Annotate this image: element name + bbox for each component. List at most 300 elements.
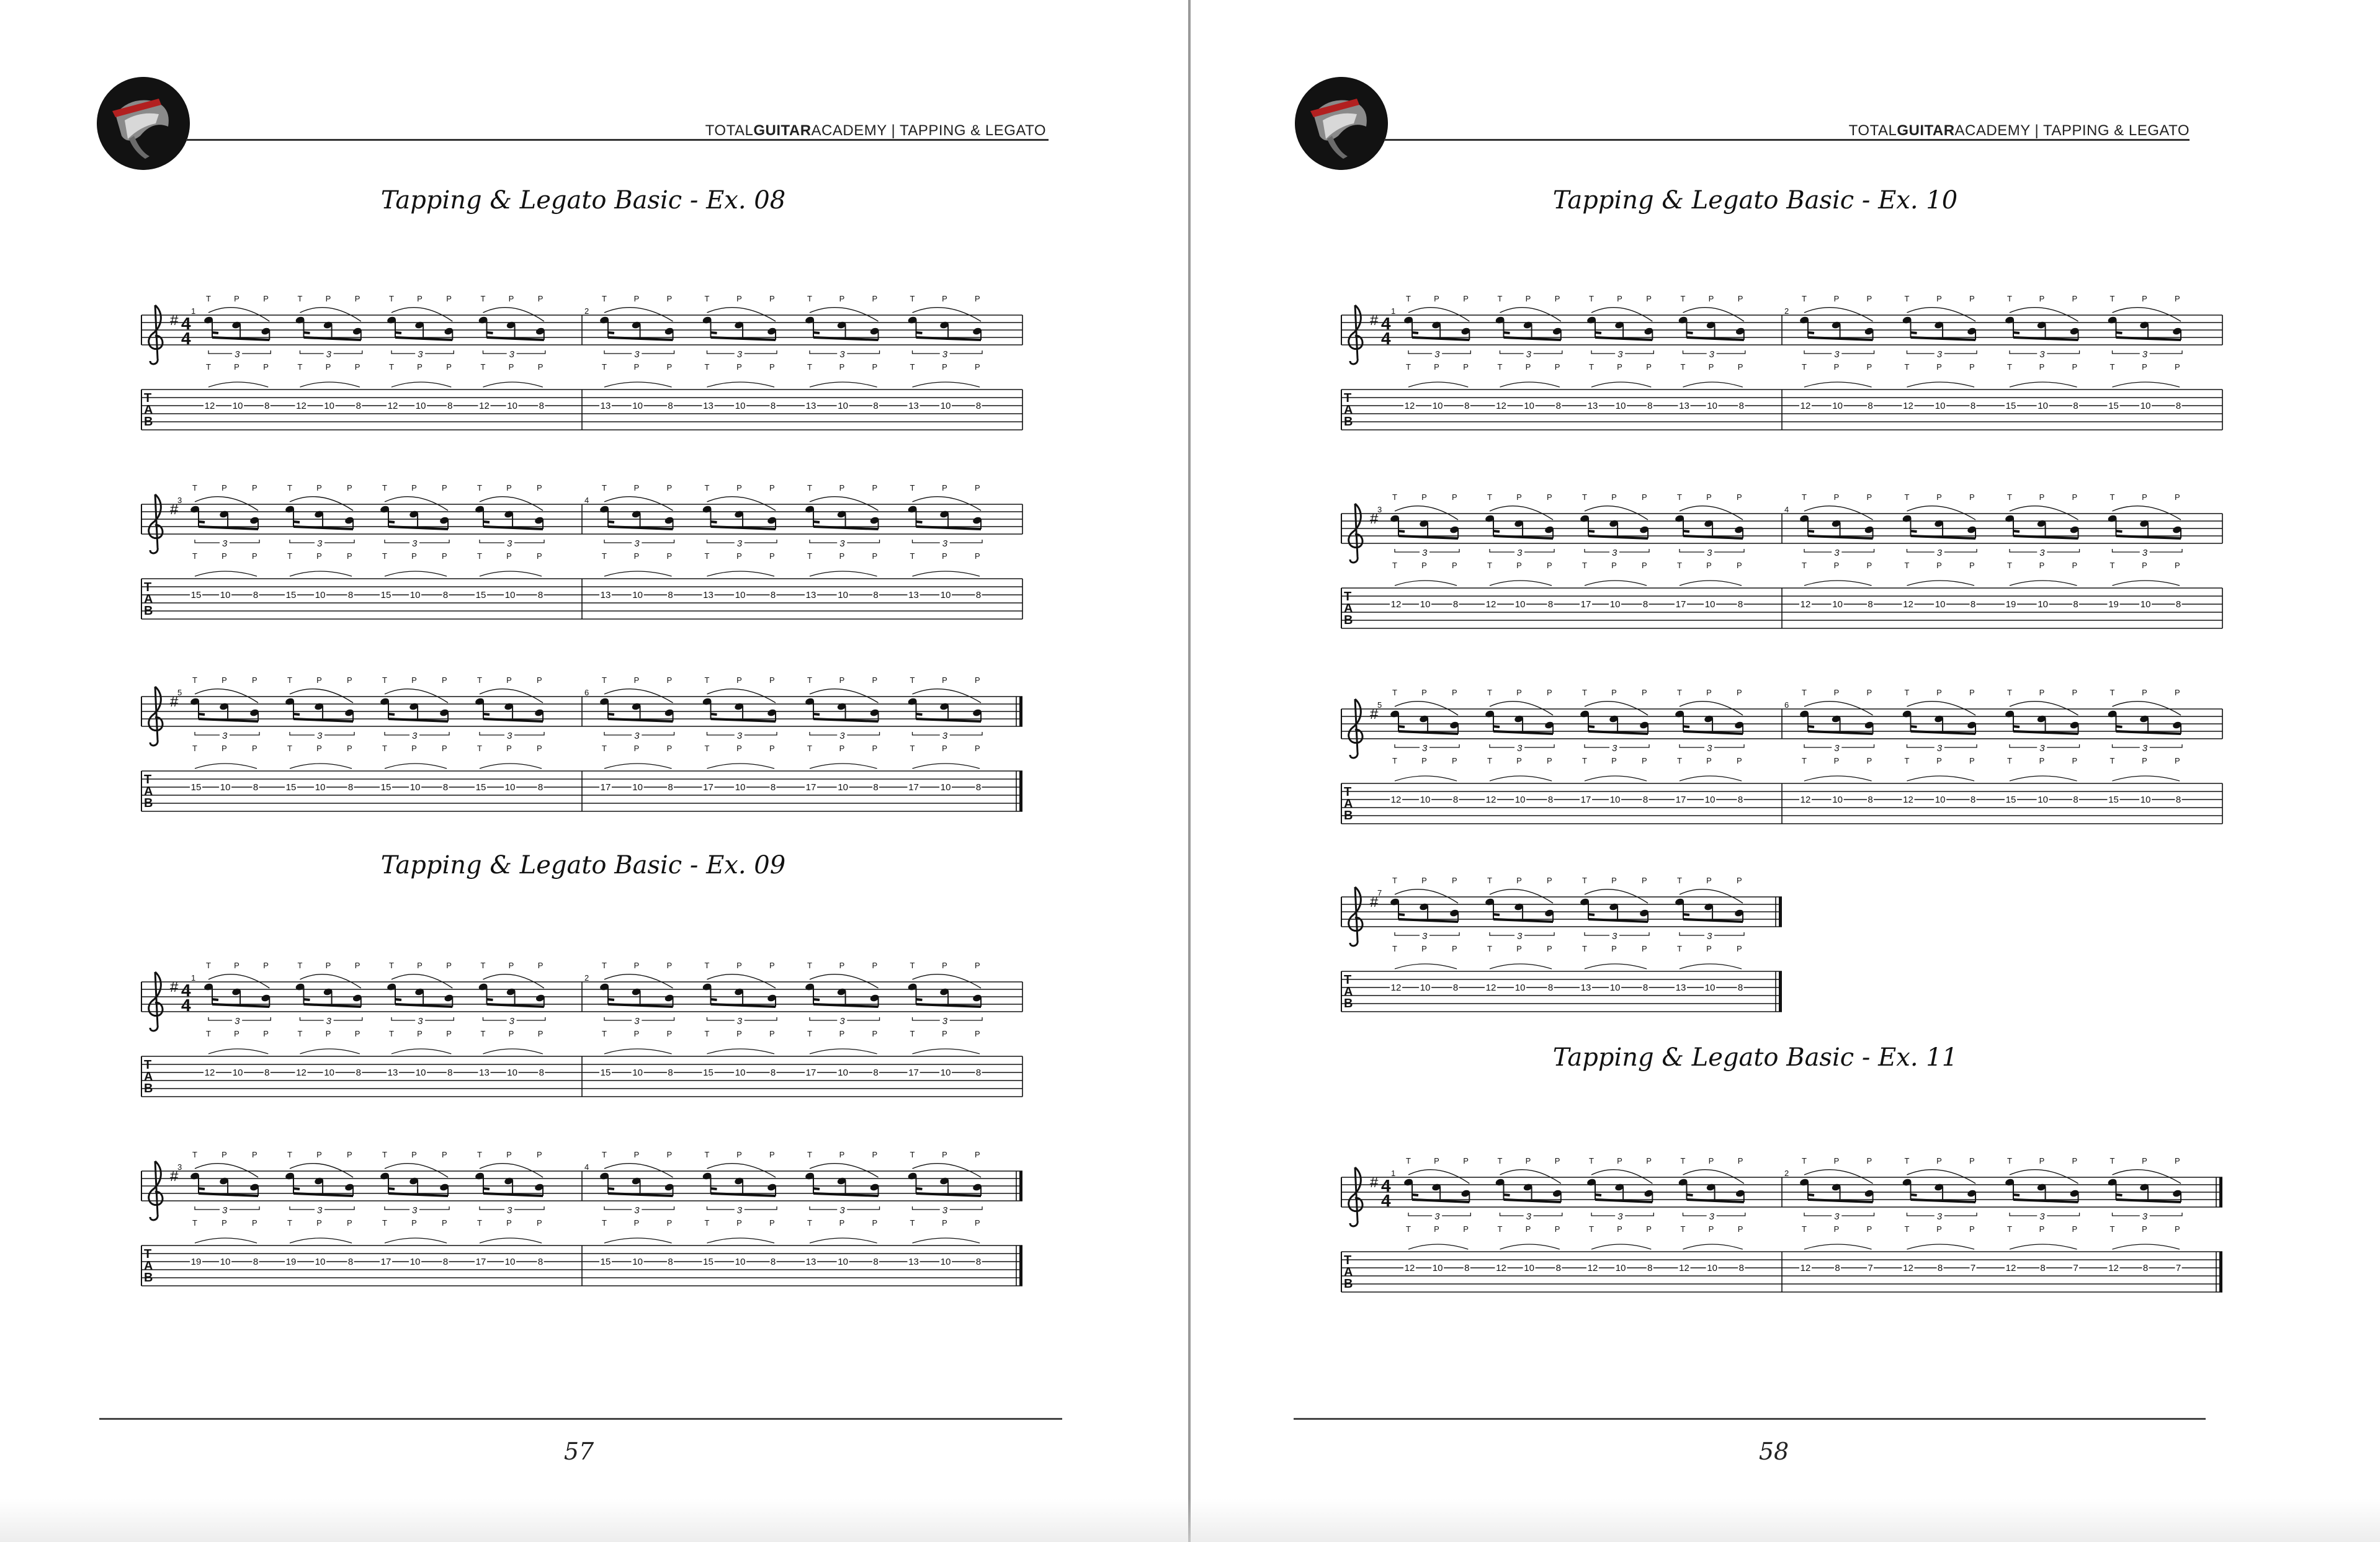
tuplet-number: 3 <box>1422 931 1428 942</box>
fret-number: 8 <box>2142 1263 2149 1273</box>
fret-number: 15 <box>475 782 486 793</box>
tab-clef-letter: A <box>1344 1265 1353 1279</box>
technique-mark: P <box>234 362 239 372</box>
slur <box>1395 776 1457 781</box>
note-beam <box>199 714 205 715</box>
time-signature-bottom: 4 <box>1381 329 1391 348</box>
example-title: Tapping & Legato Basic - Ex. 10 <box>1552 186 1958 215</box>
fret-number: 19 <box>2108 599 2119 610</box>
technique-mark: T <box>1677 688 1682 697</box>
technique-mark: T <box>1802 1156 1807 1165</box>
fret-number: 8 <box>1547 983 1554 993</box>
fret-number: 10 <box>838 590 848 600</box>
technique-mark: T <box>602 483 607 492</box>
tab-clef-letter: A <box>144 403 153 417</box>
technique-mark: P <box>942 362 947 372</box>
technique-mark: P <box>316 675 322 685</box>
slur <box>810 1238 877 1243</box>
slur <box>1680 964 1742 969</box>
fret-number: 10 <box>1514 795 1526 805</box>
fret-number: 10 <box>1832 401 1843 411</box>
technique-mark: T <box>477 744 482 753</box>
slur <box>1395 506 1458 520</box>
technique-mark: P <box>506 1150 512 1159</box>
technique-mark: P <box>537 294 544 303</box>
fret-number: 10 <box>632 782 643 793</box>
technique-mark: T <box>287 1150 292 1159</box>
slur <box>290 1238 352 1243</box>
technique-mark: P <box>1421 492 1427 502</box>
fret-number: 8 <box>1737 795 1743 805</box>
fret-number: 8 <box>1868 795 1873 805</box>
technique-mark: T <box>2007 362 2012 372</box>
fret-number: 12 <box>1485 599 1496 610</box>
tuplet-number: 3 <box>1707 548 1712 558</box>
time-signature-top: 4 <box>181 314 191 333</box>
technique-mark: P <box>347 675 352 685</box>
technique-mark: T <box>1487 688 1492 697</box>
tuplet-number: 3 <box>235 349 240 360</box>
fret-number: 12 <box>1390 795 1402 805</box>
slur <box>1408 308 1469 321</box>
fret-number: 13 <box>387 1067 398 1078</box>
fret-number: 10 <box>1707 401 1717 411</box>
technique-mark: P <box>221 483 227 492</box>
technique-mark: T <box>704 294 710 303</box>
tuplet-number: 3 <box>1709 1211 1714 1222</box>
technique-mark: P <box>417 294 423 303</box>
technique-mark: P <box>736 744 742 753</box>
technique-mark: P <box>736 294 742 303</box>
technique-mark: P <box>2142 1156 2147 1165</box>
technique-mark: P <box>1516 944 1522 953</box>
tab-clef-letter: B <box>144 796 153 810</box>
tab-clef-letter: T <box>144 1247 152 1261</box>
technique-mark: T <box>477 1218 482 1228</box>
note-beam <box>1588 914 1595 915</box>
fret-number: 10 <box>324 401 334 411</box>
fret-number: 12 <box>1485 795 1496 805</box>
tuplet-number: 3 <box>634 538 640 549</box>
fret-number: 10 <box>415 1067 426 1078</box>
note-beam <box>395 332 401 333</box>
technique-mark: P <box>1547 944 1552 953</box>
fret-number: 10 <box>940 1067 951 1078</box>
slur <box>707 1238 775 1243</box>
technique-mark: P <box>1737 876 1742 885</box>
note-beam <box>388 714 395 715</box>
note-beam <box>1398 726 1405 727</box>
technique-mark: P <box>975 294 980 303</box>
technique-mark: P <box>942 744 947 753</box>
tab-clef-letter: T <box>1344 973 1352 987</box>
note-beam <box>711 714 717 715</box>
technique-mark: P <box>1452 876 1457 885</box>
slur <box>195 689 258 703</box>
fret-number: 10 <box>1615 401 1626 411</box>
note-beam <box>1911 531 1917 532</box>
fret-number: 10 <box>504 1257 516 1267</box>
tuplet-number: 3 <box>1617 349 1623 360</box>
technique-mark: P <box>769 961 775 970</box>
technique-mark: P <box>1866 561 1872 570</box>
fret-number: 8 <box>253 1257 259 1267</box>
technique-mark: T <box>477 1150 482 1159</box>
technique-mark: P <box>1646 1224 1652 1234</box>
slur <box>1591 308 1652 321</box>
technique-mark: T <box>910 362 915 372</box>
tuplet-number: 3 <box>412 731 418 741</box>
tab-clef-letter: A <box>1344 797 1353 811</box>
fret-number: 10 <box>940 1257 951 1267</box>
note-beam <box>395 999 401 1000</box>
technique-mark: P <box>1936 492 1942 502</box>
fret-number: 10 <box>2140 795 2151 805</box>
fret-number: 8 <box>2175 599 2181 610</box>
fret-number: 10 <box>1832 599 1843 610</box>
treble-clef-icon <box>149 687 163 746</box>
slur <box>1683 1244 1743 1249</box>
tuplet-number: 3 <box>942 1016 948 1027</box>
technique-mark: P <box>1642 944 1647 953</box>
technique-mark: P <box>666 1218 673 1228</box>
technique-mark: P <box>1421 944 1427 953</box>
note-beam <box>916 332 923 333</box>
technique-mark: T <box>1582 944 1587 953</box>
technique-mark: T <box>287 675 292 685</box>
technique-mark: P <box>316 483 322 492</box>
note-beam <box>608 714 614 715</box>
tab-clef-letter: B <box>144 1082 153 1095</box>
technique-mark: P <box>769 294 775 303</box>
technique-mark: P <box>1706 492 1712 502</box>
fret-number: 8 <box>1738 1263 1744 1273</box>
slur <box>300 1049 360 1054</box>
note-beam <box>2013 332 2020 333</box>
technique-mark: P <box>769 675 775 685</box>
tuplet-number: 3 <box>1707 743 1712 754</box>
technique-mark: P <box>839 483 845 492</box>
technique-mark: T <box>602 551 607 561</box>
technique-mark: P <box>872 483 878 492</box>
fret-number: 10 <box>2140 401 2151 411</box>
technique-mark: T <box>1406 362 1411 372</box>
slur <box>480 764 542 769</box>
slur <box>1591 382 1651 387</box>
technique-mark: T <box>2109 492 2115 502</box>
time-signature-top: 4 <box>1381 314 1391 333</box>
fret-number: 8 <box>1452 599 1459 610</box>
technique-mark: P <box>633 483 640 492</box>
technique-mark: P <box>839 961 845 970</box>
technique-mark: T <box>192 1218 197 1228</box>
technique-mark: P <box>942 1218 947 1228</box>
technique-mark: T <box>1497 1224 1503 1234</box>
fret-number: 12 <box>1903 795 1913 805</box>
technique-mark: P <box>633 1150 640 1159</box>
fret-number: 10 <box>1420 795 1431 805</box>
tuplet-number: 3 <box>1936 548 1943 558</box>
technique-mark: T <box>389 294 394 303</box>
treble-clef-icon <box>149 1161 163 1220</box>
note-beam <box>1493 726 1500 727</box>
fret-number: 8 <box>1464 401 1470 411</box>
technique-mark: P <box>537 961 544 970</box>
technique-mark: P <box>1936 294 1942 303</box>
tuplet-number: 3 <box>1612 743 1617 754</box>
technique-mark: T <box>1582 688 1587 697</box>
fret-number: 15 <box>190 782 202 793</box>
tab-clef-letter: B <box>144 604 153 618</box>
technique-mark: P <box>411 744 417 753</box>
key-signature: # <box>170 312 179 329</box>
technique-mark: T <box>2109 1224 2115 1234</box>
fret-number: 8 <box>537 590 544 600</box>
fret-number: 8 <box>442 1257 449 1267</box>
tab-clef-letter: B <box>1344 613 1353 627</box>
technique-mark: T <box>382 1218 387 1228</box>
technique-mark: T <box>1677 492 1682 502</box>
technique-mark: P <box>2175 362 2180 372</box>
treble-clef-icon <box>149 305 163 364</box>
technique-mark: P <box>1866 294 1872 303</box>
technique-mark: P <box>354 362 360 372</box>
slur <box>1490 776 1552 781</box>
technique-mark: P <box>221 551 227 561</box>
fret-number: 15 <box>475 590 486 600</box>
fret-number: 10 <box>409 782 421 793</box>
measure-number: 3 <box>177 1162 182 1172</box>
technique-mark: T <box>807 551 812 561</box>
technique-mark: P <box>975 1150 980 1159</box>
fret-number: 8 <box>873 1067 879 1078</box>
tuplet-number: 3 <box>1434 349 1440 360</box>
fret-number: 10 <box>504 590 516 600</box>
fret-number: 15 <box>380 782 391 793</box>
tuplet-number: 3 <box>2142 349 2148 360</box>
technique-mark: P <box>839 1218 845 1228</box>
technique-mark: P <box>1554 362 1560 372</box>
technique-mark: P <box>1706 876 1712 885</box>
technique-mark: T <box>1904 362 1910 372</box>
technique-mark: P <box>1708 1156 1714 1165</box>
fret-number: 10 <box>838 782 848 793</box>
time-signature-bottom: 4 <box>181 996 191 1015</box>
technique-mark: T <box>287 551 292 561</box>
tuplet-number: 3 <box>412 538 418 549</box>
slur <box>1907 702 1976 715</box>
technique-mark: T <box>287 1218 292 1228</box>
slur <box>2010 1244 2077 1249</box>
technique-mark: P <box>252 1218 257 1228</box>
slur <box>2010 308 2078 321</box>
technique-mark: P <box>633 675 640 685</box>
slur <box>2010 581 2077 586</box>
measure-number: 5 <box>177 688 182 697</box>
technique-mark: P <box>263 1029 269 1038</box>
slur <box>1680 506 1743 520</box>
technique-mark: T <box>1487 492 1492 502</box>
fret-number: 8 <box>1642 983 1649 993</box>
slur <box>1585 702 1648 715</box>
tuplet-number: 3 <box>326 1016 331 1027</box>
time-signature-top: 4 <box>1381 1176 1391 1195</box>
technique-mark: T <box>704 961 710 970</box>
slur <box>1804 581 1872 586</box>
fret-number: 10 <box>409 1257 421 1267</box>
technique-mark: T <box>382 1150 387 1159</box>
fret-number: 8 <box>1970 795 1976 805</box>
note-beam <box>1808 531 1814 532</box>
tuplet-number: 3 <box>1434 1211 1440 1222</box>
technique-mark: T <box>1406 294 1411 303</box>
tab-clef-letter: A <box>1344 602 1353 615</box>
slur <box>385 1164 448 1177</box>
slur <box>810 689 879 703</box>
technique-mark: P <box>1969 756 1975 765</box>
technique-mark: P <box>1642 756 1647 765</box>
slur <box>913 571 980 576</box>
fret-number: 8 <box>1642 599 1649 610</box>
slur <box>300 308 361 321</box>
fret-number: 8 <box>1452 983 1459 993</box>
technique-mark: T <box>2109 688 2115 697</box>
fret-number: 10 <box>220 1257 231 1267</box>
technique-mark: P <box>1706 688 1712 697</box>
technique-mark: P <box>975 362 980 372</box>
example-title: Tapping & Legato Basic - Ex. 11 <box>1552 1043 1958 1072</box>
fret-number: 8 <box>1738 401 1744 411</box>
measure-number: 1 <box>191 306 196 316</box>
technique-mark: P <box>411 1150 417 1159</box>
technique-mark: T <box>1904 294 1910 303</box>
slur <box>707 689 776 703</box>
technique-mark: P <box>1737 362 1743 372</box>
technique-mark: P <box>1833 561 1840 570</box>
technique-mark: T <box>2007 688 2012 697</box>
technique-mark: P <box>2072 1156 2078 1165</box>
technique-mark: T <box>602 362 607 372</box>
technique-mark: T <box>807 483 812 492</box>
technique-mark: P <box>633 744 640 753</box>
note-beam <box>304 999 310 1000</box>
technique-mark: P <box>1525 1156 1531 1165</box>
technique-mark: P <box>1936 688 1942 697</box>
technique-mark: T <box>2007 492 2012 502</box>
slur <box>604 974 673 988</box>
fret-number: 8 <box>2073 795 2078 805</box>
note-beam <box>2116 332 2123 333</box>
slur <box>208 308 269 321</box>
fret-number: 10 <box>315 782 326 793</box>
slur <box>1408 1244 1468 1249</box>
fret-number: 8 <box>253 782 259 793</box>
slur <box>810 1164 879 1177</box>
slur <box>1907 581 1975 586</box>
tab-clef-letter: B <box>1344 809 1353 822</box>
technique-mark: P <box>1833 362 1840 372</box>
technique-mark: T <box>2109 294 2115 303</box>
technique-mark: P <box>1706 756 1712 765</box>
slur <box>195 571 257 576</box>
slur <box>1500 382 1560 387</box>
technique-mark: P <box>1866 362 1872 372</box>
measure-number: 6 <box>1784 700 1789 710</box>
technique-mark: P <box>1611 944 1617 953</box>
technique-mark: P <box>872 961 878 970</box>
technique-mark: P <box>2175 1224 2180 1234</box>
note-beam <box>2116 531 2123 532</box>
note-beam <box>483 1188 490 1189</box>
technique-mark: T <box>480 1029 486 1038</box>
fret-number: 8 <box>975 590 982 600</box>
tab-clef-letter: T <box>1344 590 1352 604</box>
technique-mark: P <box>942 961 947 970</box>
tuplet-number: 3 <box>509 349 514 360</box>
slur <box>604 571 672 576</box>
technique-mark: T <box>1392 561 1397 570</box>
technique-mark: T <box>206 362 211 372</box>
slur <box>483 308 544 321</box>
fret-number: 8 <box>1868 599 1873 610</box>
technique-mark: T <box>1589 1224 1594 1234</box>
slur <box>604 689 673 703</box>
fret-number: 7 <box>1868 1263 1873 1273</box>
slur <box>604 497 673 510</box>
fret-number: 8 <box>668 590 673 600</box>
fret-number: 12 <box>1390 599 1402 610</box>
technique-mark: P <box>736 1218 742 1228</box>
technique-mark: P <box>839 1029 845 1038</box>
technique-mark: P <box>316 744 322 753</box>
note-beam <box>1683 531 1689 532</box>
tuplet-number: 3 <box>1834 548 1840 558</box>
slur <box>290 689 353 703</box>
fret-number: 10 <box>1432 1263 1443 1273</box>
slur <box>1585 964 1647 969</box>
slur <box>604 1164 673 1177</box>
technique-mark: P <box>1617 1224 1622 1234</box>
note-beam <box>608 332 614 333</box>
technique-mark: T <box>1802 362 1807 372</box>
technique-mark: P <box>325 961 331 970</box>
fret-number: 8 <box>1555 1263 1561 1273</box>
fret-number: 15 <box>285 590 297 600</box>
tuplet-number: 3 <box>412 1205 418 1216</box>
fret-number: 7 <box>2175 1263 2181 1273</box>
tuplet-number: 3 <box>235 1016 240 1027</box>
technique-mark: P <box>325 294 331 303</box>
note-beam <box>813 1188 820 1189</box>
technique-mark: P <box>252 675 257 685</box>
slur <box>707 308 776 321</box>
fret-number: 13 <box>805 1257 816 1267</box>
technique-mark: P <box>442 1150 447 1159</box>
technique-mark: P <box>1708 294 1714 303</box>
slur <box>483 974 544 988</box>
technique-mark: T <box>1677 876 1682 885</box>
note-beam <box>916 1188 923 1189</box>
note-beam <box>199 1188 205 1189</box>
technique-mark: P <box>1708 1224 1714 1234</box>
fret-number: 10 <box>940 782 951 793</box>
fret-number: 12 <box>1587 1263 1598 1273</box>
technique-mark: T <box>910 961 915 970</box>
technique-mark: P <box>1421 876 1427 885</box>
technique-mark: P <box>506 1218 512 1228</box>
note-beam <box>1911 332 1917 333</box>
tuplet-number: 3 <box>1936 349 1943 360</box>
